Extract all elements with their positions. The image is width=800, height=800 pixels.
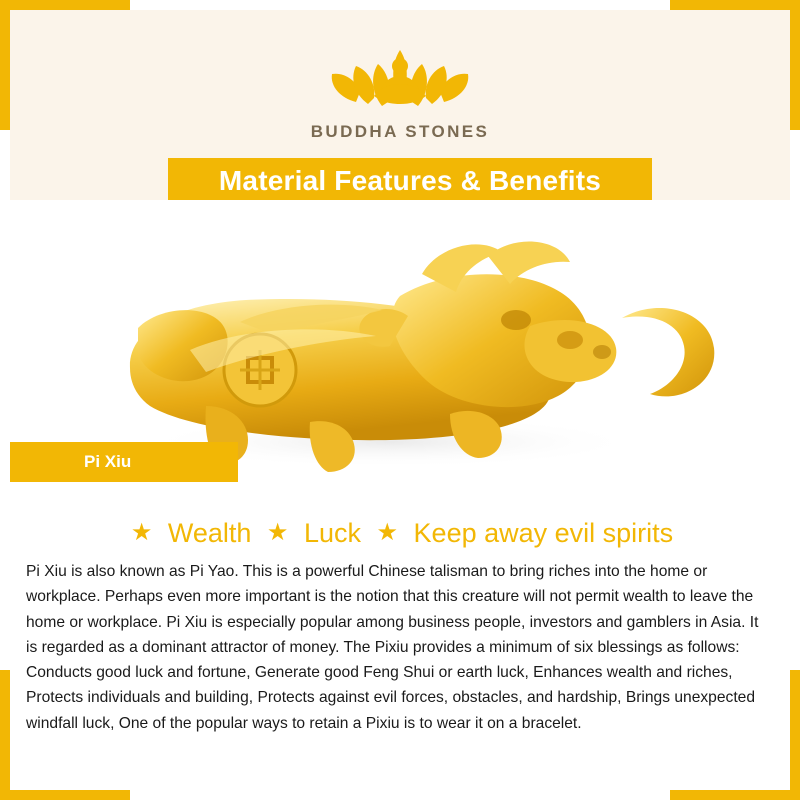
section-title-bar	[168, 158, 652, 204]
benefit-luck: Luck	[303, 518, 361, 548]
description-section	[10, 498, 790, 790]
brand-block	[10, 28, 790, 142]
star-icon: ★	[376, 519, 399, 546]
benefits-line	[26, 518, 774, 549]
brand-name: BUDDHA STONES	[310, 122, 490, 141]
image-caption	[10, 442, 238, 482]
image-caption-label: Pi Xiu	[84, 452, 132, 471]
header-panel	[10, 10, 790, 200]
description-paragraph: Pi Xiu is also known as Pi Yao. This is a powerful Chinese talisman to bring riches into the home or workplace. Perhaps even more important is the notion that this creature will not permit wealth to leave the home or workplace. Pi Xiu is especially popular among business people, investors and gamblers in Asia. It is regarded as a dominant attractor of money. The Pixiu provides a minimum of six blessings as follows: Conducts good luck and fortune, Generate good Feng Shui or earth luck, Enhances wealth and riches, Protects individuals and building, Protects against evil forces, obstacles, and hardship, Brings unexpected windfall luck, One of the popular ways to retain a Pixiu is to wear it on a bracelet.	[26, 563, 759, 732]
benefit-wealth: Wealth	[167, 518, 252, 548]
benefit-evil-spirits: Keep away evil spirits	[413, 518, 674, 548]
lotus-meditation-icon	[310, 28, 490, 120]
star-icon: ★	[266, 519, 289, 546]
star-icon: ★	[130, 519, 153, 546]
page-title: Material Features & Benefits	[218, 165, 602, 196]
